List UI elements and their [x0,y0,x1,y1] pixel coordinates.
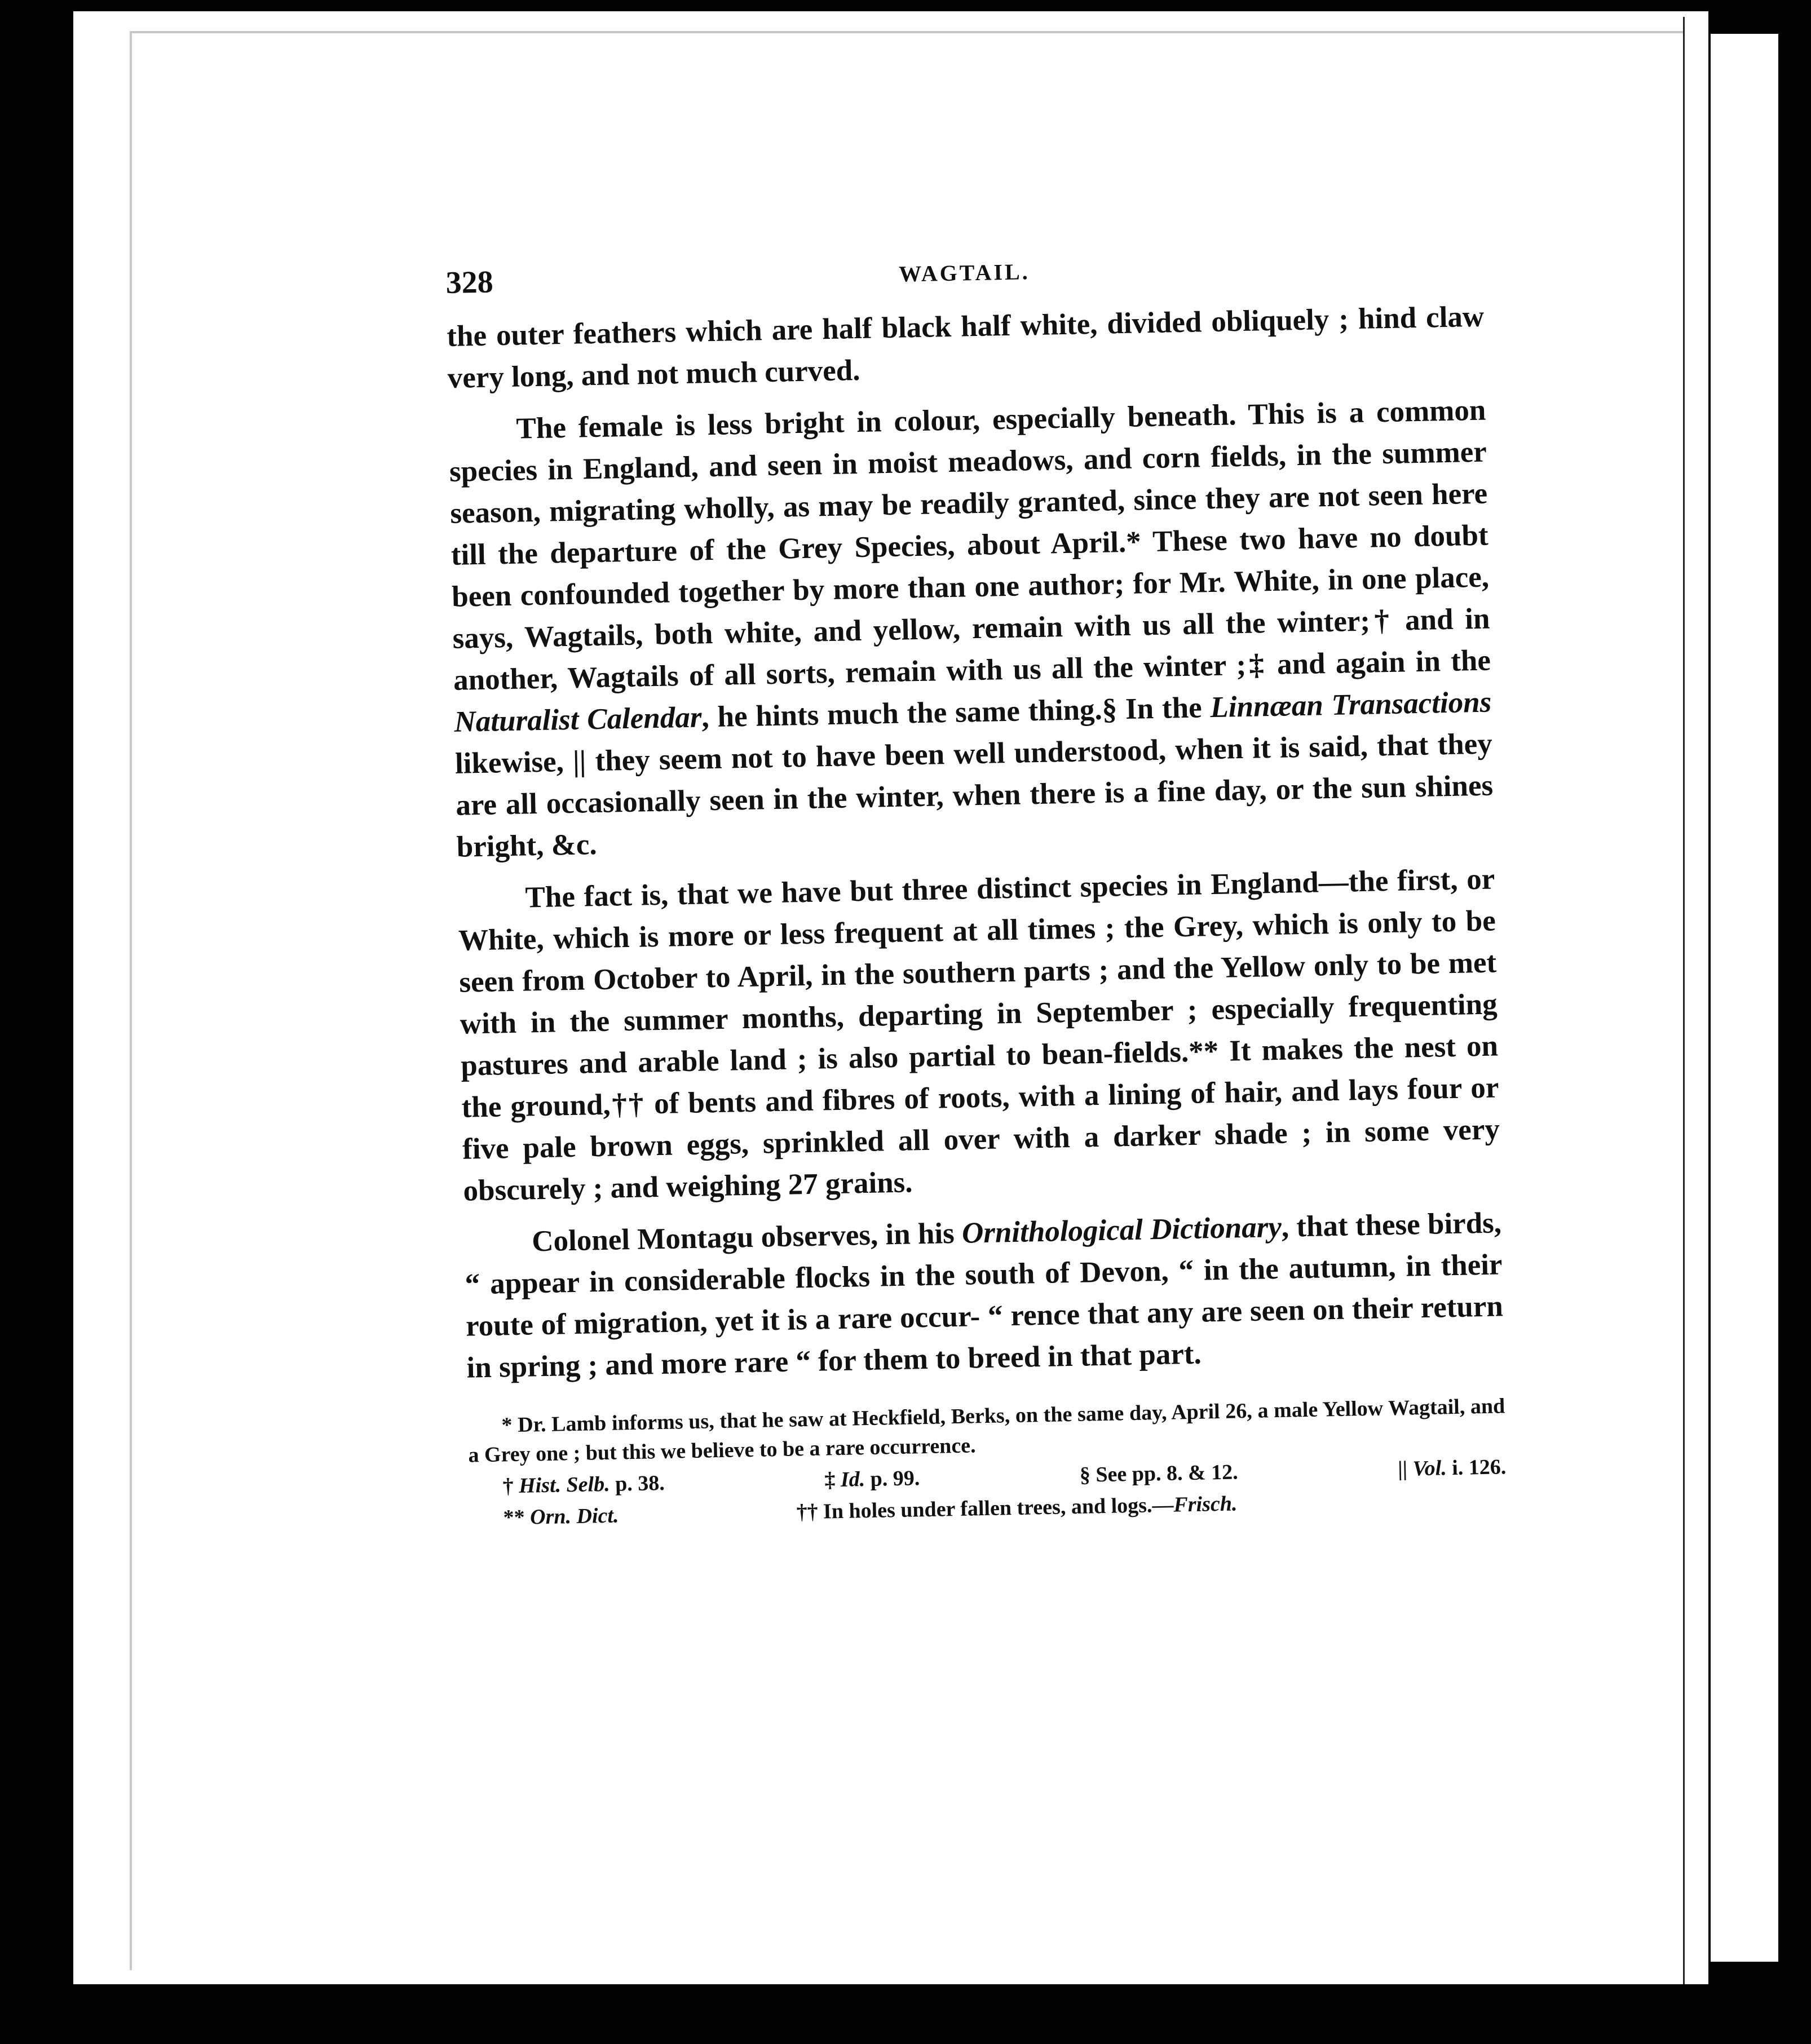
footnotes [467,1391,1507,1533]
footnote-double-dagger [824,1463,920,1494]
adjacent-page-edge [1683,17,1691,1984]
paragraph-2-part-a: The female is less bright in colour, especially beneath. This is a common species in England, and seen in moist meadows, and corn fields, in the summer season, migrating wholly, as may be readily granted, since they are not seen here till the departure of the Grey Species, about April.* These two have no doubt been confounded together by more than one author; for Mr. White, in one place, says, Wagtails, both white, and yellow, remain with us all the winter;† and in another, Wagtails of all sorts, remain with us all the winter ;‡ and again in the [449,393,1491,697]
page-edge-left [130,31,132,1970]
footnote-ddag-text: †† In holes under fallen trees, and logs.— [796,1493,1174,1524]
body-text [447,296,1504,1389]
footnote-ddag-source: Frisch. [1173,1492,1238,1517]
footnote-star: * Dr. Lamb informs us, that he saw at Heckfield, Berks, on the same day, April 26, a male Yellow Wagtail, and a Grey one ; but this we believe to be a rare occurrence. [468,1394,1505,1467]
footnote-double-star [503,1497,797,1532]
paragraph-2 [448,390,1494,868]
footnote-parallel [1398,1452,1507,1484]
footnote-dagger [502,1468,665,1501]
page-edge-top [130,31,1686,33]
footnote-parallel-source: Vol. [1412,1456,1447,1481]
paragraph-2-part-c: likewise, || they seem not to have been well understood, when it is said, that they are all occasionally seen in the winter, when there is a fine day, or the sun shines bright, &c. [454,727,1494,864]
paragraph-1: the outer feathers which are half black half white, divided obliquely ; hind claw very long, and not much curved. [446,300,1485,395]
header-title: WAGTAIL. [898,259,1031,287]
ornithological-dictionary-title: Ornithological Dictionary [961,1210,1282,1250]
footnote-ddagger-mark: ‡ [824,1467,841,1492]
footnote-dstar-source: Orn. Dict. [529,1503,619,1529]
paragraph-2-part-b: , he hints much the same thing.§ In the [701,691,1211,734]
page-number: 328 [445,264,494,300]
paragraph-4-part-a: Colonel Montagu observes, in his [531,1216,962,1258]
footnote-dagger-mark: † [502,1474,519,1498]
footnote-double-dagger-2 [796,1489,1238,1527]
footnote-section: § See pp. 8. & 12. [1079,1460,1239,1487]
footnote-dstar-mark: ** [503,1505,531,1530]
footnote-dagger-source: Hist. Selb. [518,1472,611,1498]
footnote-ddagger-source: Id. [840,1467,865,1492]
paragraph-4 [464,1202,1504,1388]
footnote-ddagger-page: p. 99. [864,1466,920,1492]
book-page [445,245,1510,1708]
paragraph-4-part-b: , that these birds, “ appear in considerable flocks in the south of Devon, “ in the autumn, in their route of migration, yet it is a rare occur- “ rence that any are seen on their return in spring ; and more rare “ for them to breed in that part. [465,1206,1504,1384]
linnaean-transactions-title: Linnæan Transactions [1209,685,1492,724]
footnote-parallel-page: i. 126. [1446,1455,1507,1480]
naturalist-calendar-title: Naturalist Calendar [454,701,702,738]
footnote-parallel-mark: || [1397,1457,1413,1481]
adjacent-page-sheet [1708,34,1778,1962]
paragraph-3: The fact is, that we have but three distinct species in England—the first, or White, which is more or less frequent at all times ; the Grey, which is only to be seen from October to April, in the southern parts ; and the Yellow only to be met with in the summer months, departing in September ; especially frequenting pastures and arable land ; is also partial to bean-fields.** It makes the nest on the ground,†† of bents and fibres of roots, with a lining of hair, and lays four or five pale brown eggs, sprinkled all over with a darker shade ; in some very obscurely ; and weighing 27 grains. [458,862,1500,1207]
footnote-dagger-page: p. 38. [609,1471,665,1496]
